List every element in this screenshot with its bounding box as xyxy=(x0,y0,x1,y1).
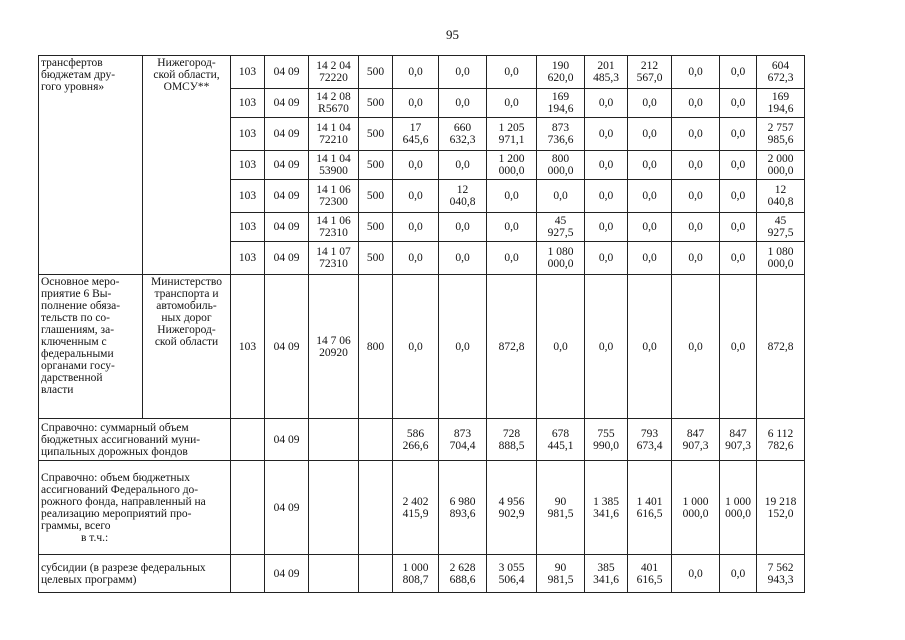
grbs-cell: 103 xyxy=(231,151,265,180)
value-cell: 0,0 xyxy=(672,151,720,180)
table-row xyxy=(39,56,805,89)
rz-pr-cell: 04 09 xyxy=(265,118,309,151)
csr-cell xyxy=(309,419,359,461)
table-row xyxy=(39,275,805,419)
csr-cell: 14 7 06 20920 xyxy=(309,275,359,419)
csr-cell: 14 1 04 53900 xyxy=(309,151,359,180)
rz-pr-cell: 04 09 xyxy=(265,242,309,275)
value-cell: 0,0 xyxy=(393,275,439,419)
value-cell: 0,0 xyxy=(393,242,439,275)
value-cell: 0,0 xyxy=(585,89,628,118)
rz-pr-cell: 04 09 xyxy=(265,461,309,555)
value-cell: 0,0 xyxy=(393,89,439,118)
value-cell: 90 981,5 xyxy=(537,555,585,593)
value-cell: 19 218 152,0 xyxy=(757,461,805,555)
value-cell: 0,0 xyxy=(585,275,628,419)
value-cell: 847 907,3 xyxy=(672,419,720,461)
value-cell: 0,0 xyxy=(720,275,757,419)
value-cell: 201 485,3 xyxy=(585,56,628,89)
value-cell: 0,0 xyxy=(720,180,757,213)
row-name-cell: Основное меро- приятие 6 Вы- полнение обяза- тельств по со- глашениям, за- ключенным с федеральными органами госу- дарственной власти xyxy=(39,275,143,419)
value-cell: 660 632,3 xyxy=(439,118,487,151)
csr-cell: 14 1 06 72310 xyxy=(309,213,359,242)
value-cell: 169 194,6 xyxy=(757,89,805,118)
value-cell: 0,0 xyxy=(487,213,537,242)
value-cell: 800 000,0 xyxy=(537,151,585,180)
value-cell: 0,0 xyxy=(585,118,628,151)
csr-cell: 14 2 04 72220 xyxy=(309,56,359,89)
value-cell: 0,0 xyxy=(585,213,628,242)
value-cell: 872,8 xyxy=(757,275,805,419)
value-cell: 0,0 xyxy=(439,89,487,118)
vr-cell: 500 xyxy=(359,213,393,242)
rz-pr-cell: 04 09 xyxy=(265,180,309,213)
value-cell: 45 927,5 xyxy=(757,213,805,242)
value-cell: 1 000 000,0 xyxy=(720,461,757,555)
value-cell: 1 401 616,5 xyxy=(628,461,672,555)
vr-cell: 500 xyxy=(359,242,393,275)
value-cell: 0,0 xyxy=(672,56,720,89)
value-cell: 0,0 xyxy=(720,213,757,242)
value-cell: 17 645,6 xyxy=(393,118,439,151)
value-cell: 1 000 000,0 xyxy=(672,461,720,555)
vr-cell: 500 xyxy=(359,56,393,89)
value-cell: 0,0 xyxy=(720,89,757,118)
page-number: 95 xyxy=(446,27,459,42)
grbs-cell: 103 xyxy=(231,242,265,275)
value-cell: 0,0 xyxy=(672,242,720,275)
value-cell: 2 628 688,6 xyxy=(439,555,487,593)
vr-cell xyxy=(359,419,393,461)
value-cell: 1 000 808,7 xyxy=(393,555,439,593)
grbs-cell xyxy=(231,419,265,461)
value-cell: 1 080 000,0 xyxy=(757,242,805,275)
value-cell: 0,0 xyxy=(720,555,757,593)
vr-cell: 500 xyxy=(359,89,393,118)
value-cell: 0,0 xyxy=(672,213,720,242)
grbs-cell xyxy=(231,555,265,593)
value-cell: 586 266,6 xyxy=(393,419,439,461)
value-cell: 678 445,1 xyxy=(537,419,585,461)
value-cell: 0,0 xyxy=(672,180,720,213)
value-cell: 0,0 xyxy=(487,242,537,275)
row-name-cell: трансфертов бюджетам дру- гого уровня» xyxy=(39,56,143,275)
value-cell: 4 956 902,9 xyxy=(487,461,537,555)
rz-pr-cell: 04 09 xyxy=(265,151,309,180)
value-cell: 6 980 893,6 xyxy=(439,461,487,555)
vr-cell: 500 xyxy=(359,118,393,151)
summary-row xyxy=(39,419,805,461)
rz-pr-cell: 04 09 xyxy=(265,275,309,419)
value-cell: 0,0 xyxy=(487,89,537,118)
grbs-cell: 103 xyxy=(231,118,265,151)
value-cell: 0,0 xyxy=(628,180,672,213)
rz-pr-cell: 04 09 xyxy=(265,419,309,461)
value-cell: 793 673,4 xyxy=(628,419,672,461)
rz-pr-cell: 04 09 xyxy=(265,56,309,89)
row-org-cell: Нижегород- ской области, ОМСУ** xyxy=(143,56,231,275)
value-cell: 190 620,0 xyxy=(537,56,585,89)
value-cell: 0,0 xyxy=(585,151,628,180)
grbs-cell xyxy=(231,461,265,555)
value-cell: 2 402 415,9 xyxy=(393,461,439,555)
value-cell: 0,0 xyxy=(672,118,720,151)
value-cell: 12 040,8 xyxy=(439,180,487,213)
value-cell: 45 927,5 xyxy=(537,213,585,242)
value-cell: 0,0 xyxy=(585,242,628,275)
value-cell: 0,0 xyxy=(720,118,757,151)
value-cell: 3 055 506,4 xyxy=(487,555,537,593)
value-cell: 1 200 000,0 xyxy=(487,151,537,180)
rz-pr-cell: 04 09 xyxy=(265,555,309,593)
summary-name-cell: Справочно: объем бюджетных ассигнований Федерального до- рожного фонда, направленный на реализацию мероприятий про- граммы, всего в т.ч.: xyxy=(39,461,231,555)
vr-cell: 500 xyxy=(359,180,393,213)
summary-note: в т.ч.: xyxy=(81,531,109,544)
csr-cell xyxy=(309,461,359,555)
summary-name-cell: субсидии (в разрезе федеральных целевых программ) xyxy=(39,555,231,593)
value-cell: 0,0 xyxy=(393,180,439,213)
value-cell: 0,0 xyxy=(720,151,757,180)
csr-cell xyxy=(309,555,359,593)
value-cell: 755 990,0 xyxy=(585,419,628,461)
grbs-cell: 103 xyxy=(231,180,265,213)
value-cell: 0,0 xyxy=(439,151,487,180)
value-cell: 0,0 xyxy=(672,89,720,118)
summary-name-cell: Справочно: суммарный объем бюджетных ассигнований муни- ципальных дорожных фондов xyxy=(39,419,231,461)
summary-row xyxy=(39,461,805,555)
value-cell: 0,0 xyxy=(439,242,487,275)
value-cell: 873 704,4 xyxy=(439,419,487,461)
value-cell: 0,0 xyxy=(439,275,487,419)
value-cell: 0,0 xyxy=(628,213,672,242)
value-cell: 0,0 xyxy=(628,118,672,151)
grbs-cell: 103 xyxy=(231,213,265,242)
grbs-cell: 103 xyxy=(231,89,265,118)
csr-cell: 14 1 07 72310 xyxy=(309,242,359,275)
value-cell: 0,0 xyxy=(393,213,439,242)
summary-row xyxy=(39,555,805,593)
value-cell: 0,0 xyxy=(628,275,672,419)
value-cell: 0,0 xyxy=(487,180,537,213)
value-cell: 0,0 xyxy=(585,180,628,213)
value-cell: 872,8 xyxy=(487,275,537,419)
vr-cell: 800 xyxy=(359,275,393,419)
value-cell: 12 040,8 xyxy=(757,180,805,213)
csr-cell: 14 2 08 R5670 xyxy=(309,89,359,118)
value-cell: 0,0 xyxy=(628,242,672,275)
vr-cell: 500 xyxy=(359,151,393,180)
value-cell: 2 000 000,0 xyxy=(757,151,805,180)
vr-cell xyxy=(359,555,393,593)
value-cell: 728 888,5 xyxy=(487,419,537,461)
value-cell: 401 616,5 xyxy=(628,555,672,593)
value-cell: 0,0 xyxy=(672,555,720,593)
value-cell: 169 194,6 xyxy=(537,89,585,118)
csr-cell: 14 1 06 72300 xyxy=(309,180,359,213)
value-cell: 604 672,3 xyxy=(757,56,805,89)
value-cell: 873 736,6 xyxy=(537,118,585,151)
value-cell: 90 981,5 xyxy=(537,461,585,555)
value-cell: 847 907,3 xyxy=(720,419,757,461)
value-cell: 1 385 341,6 xyxy=(585,461,628,555)
rz-pr-cell: 04 09 xyxy=(265,213,309,242)
value-cell: 0,0 xyxy=(672,275,720,419)
value-cell: 0,0 xyxy=(537,275,585,419)
value-cell: 0,0 xyxy=(628,151,672,180)
value-cell: 385 341,6 xyxy=(585,555,628,593)
vr-cell xyxy=(359,461,393,555)
value-cell: 6 112 782,6 xyxy=(757,419,805,461)
value-cell: 212 567,0 xyxy=(628,56,672,89)
value-cell: 0,0 xyxy=(720,242,757,275)
value-cell: 1 205 971,1 xyxy=(487,118,537,151)
row-org-cell: Министерство транспорта и автомобиль- ных дорог Нижегород- ской области xyxy=(143,275,231,419)
value-cell: 0,0 xyxy=(393,151,439,180)
value-cell: 7 562 943,3 xyxy=(757,555,805,593)
value-cell: 0,0 xyxy=(393,56,439,89)
rz-pr-cell: 04 09 xyxy=(265,89,309,118)
value-cell: 0,0 xyxy=(439,56,487,89)
value-cell: 1 080 000,0 xyxy=(537,242,585,275)
csr-cell: 14 1 04 72210 xyxy=(309,118,359,151)
value-cell: 0,0 xyxy=(628,89,672,118)
value-cell: 0,0 xyxy=(439,213,487,242)
budget-table xyxy=(38,55,805,593)
value-cell: 0,0 xyxy=(487,56,537,89)
grbs-cell: 103 xyxy=(231,275,265,419)
value-cell: 0,0 xyxy=(537,180,585,213)
grbs-cell: 103 xyxy=(231,56,265,89)
value-cell: 0,0 xyxy=(720,56,757,89)
value-cell: 2 757 985,6 xyxy=(757,118,805,151)
